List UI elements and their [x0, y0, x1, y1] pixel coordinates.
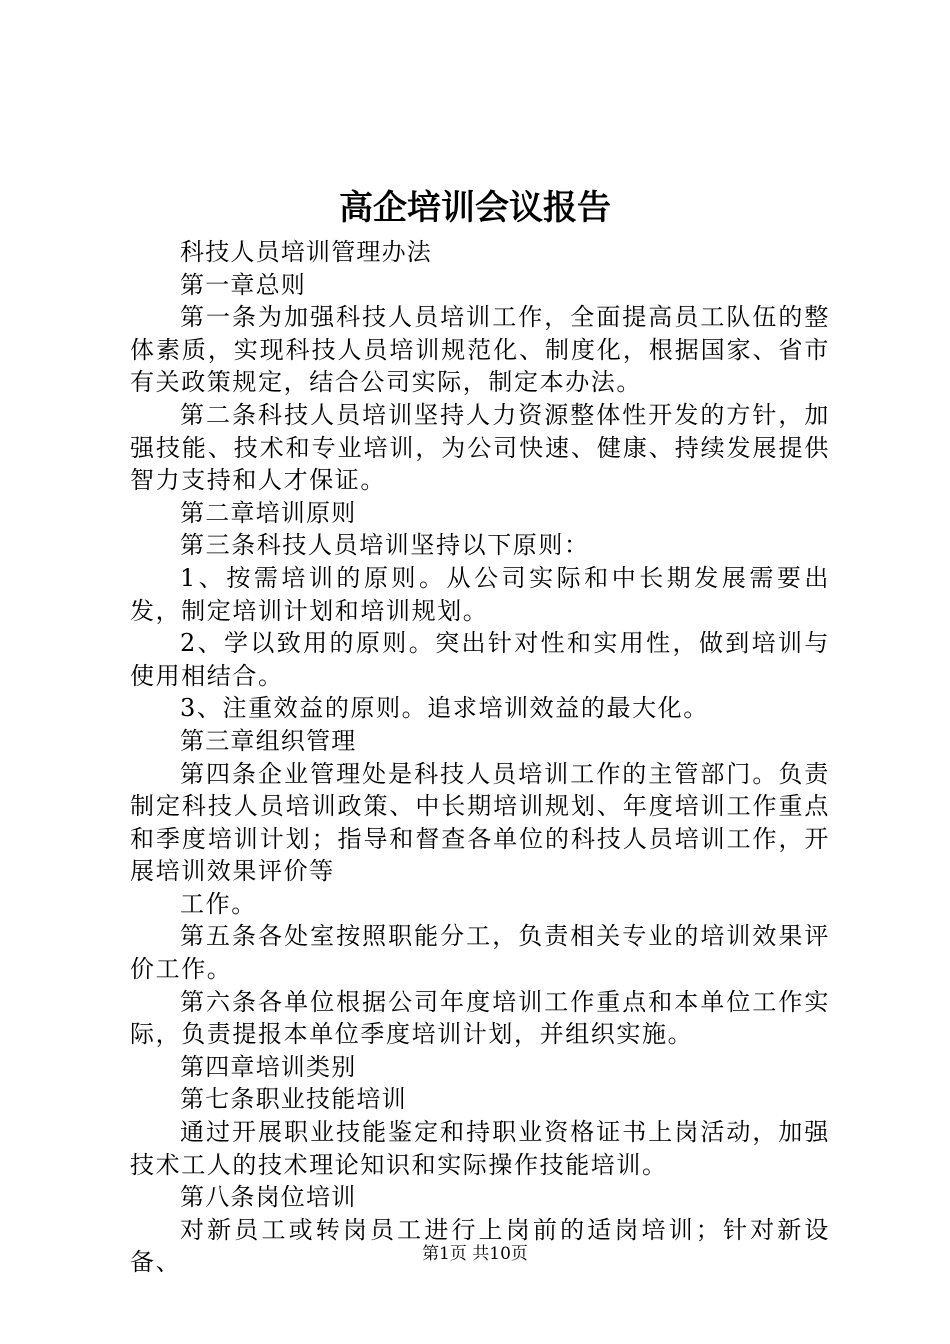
article-paragraph: 第五条各处室按照职能分工，负责相关专业的培训效果评价工作。 [130, 922, 830, 984]
article-paragraph: 第一条为加强科技人员培训工作，全面提高员工队伍的整体素质，实现科技人员培训规范化、制度化，根据国家、省市有关政策规定，结合公司实际，制定本办法。 [130, 303, 830, 397]
chapter-heading: 第一章总则 [180, 270, 306, 299]
list-item-paragraph: 3、注重效益的原则。追求培训效益的最大化。 [180, 694, 709, 723]
chapter-heading: 第四章培训类别 [180, 1052, 357, 1081]
article-paragraph: 对新员工或转岗员工进行上岗前的适岗培训；针对新设备、 [130, 1215, 830, 1277]
article-paragraph: 通过开展职业技能鉴定和持职业资格证书上岗活动，加强技术工人的技术理论知识和实际操作技能培训。 [130, 1118, 830, 1179]
article-paragraph: 工作。 [180, 889, 257, 918]
article-heading: 第八条岗位培训 [180, 1183, 357, 1212]
list-item-paragraph: 2、学以致用的原则。突出针对性和实用性，做到培训与使用相结合。 [130, 629, 830, 690]
article-heading: 第七条职业技能培训 [180, 1085, 407, 1114]
paragraph-doc-name: 科技人员培训管理办法 [180, 238, 432, 266]
chapter-heading: 第三章组织管理 [180, 726, 357, 755]
article-paragraph: 第六条各单位根据公司年度培训工作重点和本单位工作实际，负责提报本单位季度培训计划，并组织实施。 [130, 987, 830, 1049]
article-paragraph: 第三条科技人员培训坚持以下原则： [180, 531, 590, 560]
document-title: 高企培训会议报告 [339, 188, 611, 228]
chapter-heading: 第二章培训原则 [180, 498, 357, 527]
article-paragraph: 第二条科技人员培训坚持人力资源整体性开发的方针，加强技能、技术和专业培训，为公司快速、健康、持续发展提供智力支持和人才保证。 [130, 400, 830, 495]
document-body [130, 236, 830, 1279]
page-footer: 第1页 共10页 [422, 1244, 528, 1264]
article-paragraph: 第四条企业管理处是科技人员培训工作的主管部门。负责制定科技人员培训政策、中长期培训规划、年度培训工作重点和季度培训计划；指导和督查各单位的科技人员培训工作，开展培训效果评价等 [130, 759, 830, 886]
list-item-paragraph: 1、按需培训的原则。从公司实际和中长期发展需要出发，制定培训计划和培训规划。 [130, 563, 830, 625]
